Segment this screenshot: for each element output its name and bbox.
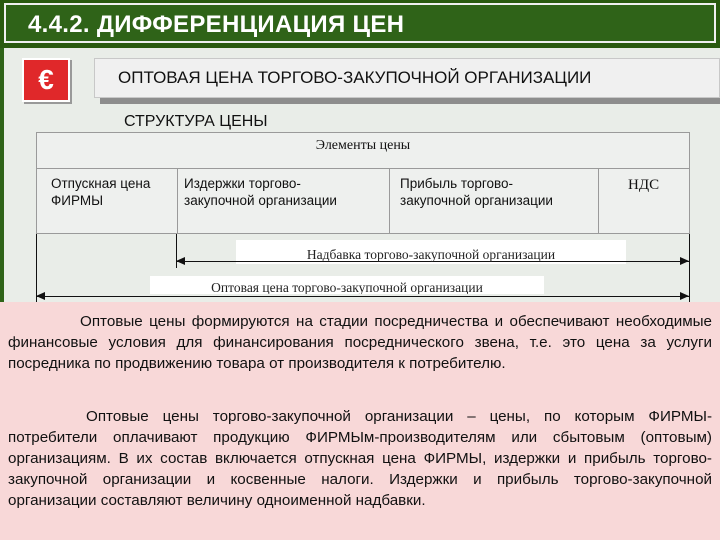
page-title: 4.4.2. ДИФФЕРЕНЦИАЦИЯ ЦЕН (28, 11, 405, 38)
subtitle-box (94, 58, 720, 98)
arrowhead-right-icon (680, 257, 689, 265)
paragraph-1: Оптовые цены формируются на стадии посредничества и обеспечивают необходимые финансовые условия для финансирования посреднического звена, т.е. это цена за услуги посредника по продвижению товара от производителя к потребителю. (8, 313, 712, 372)
title-box (4, 3, 716, 43)
arrowhead-right-icon (680, 292, 689, 300)
euro-icon: € (22, 58, 70, 102)
structure-label: СТРУКТУРА ЦЕНЫ (124, 113, 268, 130)
element-vat: НДС (628, 177, 660, 193)
subtitle: ОПТОВАЯ ЦЕНА ТОРГОВО-ЗАКУПОЧНОЙ ОРГАНИЗАЦИИ (118, 68, 592, 87)
arrowhead-left-icon (176, 257, 185, 265)
element-factory-price: Отпускная цена ФИРМЫ (51, 176, 151, 208)
column-divider (177, 169, 178, 233)
text-panel (0, 302, 720, 540)
markup-label: Надбавка торгово-закупочной организации (306, 247, 556, 262)
table-header: Элементы цены (37, 133, 689, 169)
left-accent-stripe (0, 48, 4, 308)
element-profit: Прибыль торгово-закупочной организации (400, 176, 553, 208)
element-costs: Издержки торгово-закупочной организации (184, 176, 337, 208)
paragraph-2: Оптовые цены торгово-закупочной организации – цены, по которым ФИРМЫ-потребители оплачивают продукцию ФИРМЫм-производителям или сбытовым (оптовым) организациям. В их состав включается отпускная цена ФИРМЫ, издержки и прибыль торгово-закупочной организации и косвенные налоги. Издержки и прибыль торгово-закупочной организации составляют величину одноименной надбавки. (8, 408, 712, 509)
column-divider (598, 169, 599, 233)
wholesale-label: Оптовая цена торгово-закупочной организации (211, 280, 483, 294)
column-divider (389, 169, 390, 233)
price-structure-table (36, 132, 690, 234)
arrowhead-left-icon (36, 292, 45, 300)
wholesale-right-tick (689, 234, 690, 302)
